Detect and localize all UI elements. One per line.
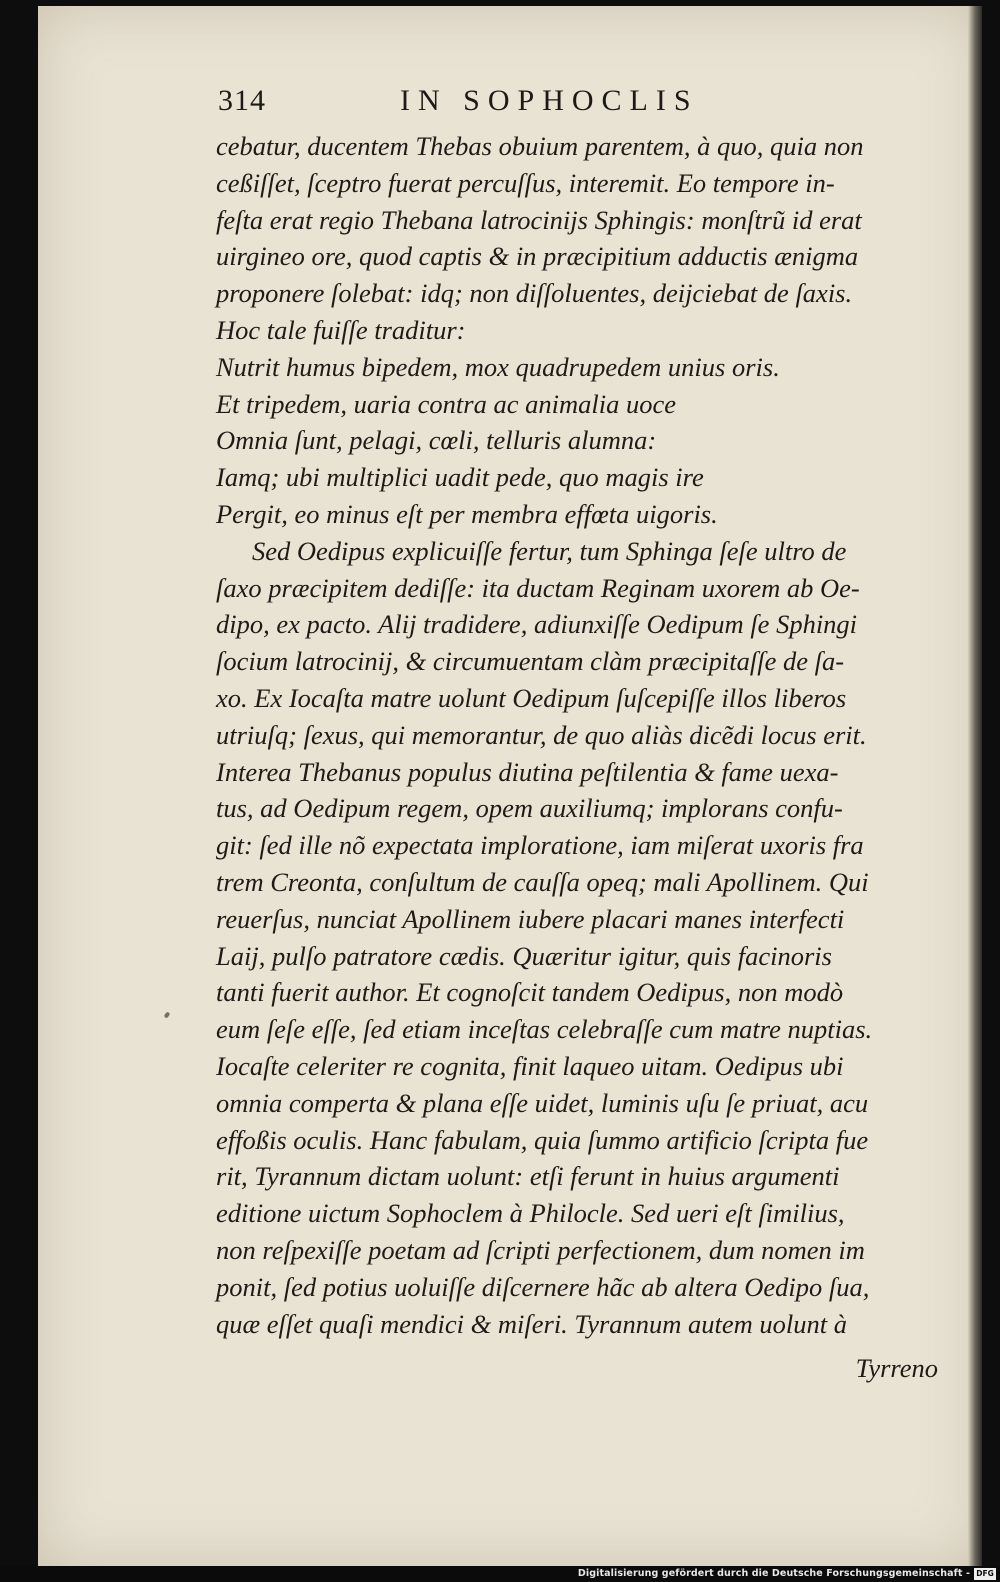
text-line: uirgineo ore, quod captis & in præcipitium adductis ænigma xyxy=(216,241,859,272)
text-line: Interea Thebanus populus diutina peſtilentia & fame uexa- xyxy=(216,756,839,787)
verse-line: Pergit, eo minus eſt per membra effœta uigoris. xyxy=(216,498,718,529)
text-line: git: ſed ille nõ expectata imploratione, iam miſerat uxoris fra xyxy=(216,830,864,861)
body-text xyxy=(216,128,936,1342)
text-line: omnia comperta & plana eſſe uidet, luminis uſu ſe priuat, acu xyxy=(216,1087,869,1118)
running-title: IN SOPHOCLIS xyxy=(400,84,699,117)
catchword: Tyrreno xyxy=(855,1353,938,1383)
text-line: ſaxo præcipitem dediſſe: ita ductam Reginam uxorem ab Oe- xyxy=(216,572,860,603)
text-line: ceßiſſet, ſceptro fuerat percuſſus, interemit. Eo tempore in- xyxy=(216,167,835,198)
page-header xyxy=(218,84,918,124)
text-line: non reſpexiſſe poetam ad ſcripti perfectionem, dum nomen im xyxy=(216,1234,865,1265)
text-line: effoßis oculis. Hanc fabulam, quia ſummo artificio ſcripta fue xyxy=(216,1124,869,1155)
funding-credit: Digitalisierung gefördert durch die Deutsche Forschungsgemeinschaft - xyxy=(577,1568,970,1579)
text-line: editione uictum Sophoclem à Philocle. Sed ueri eſt ſimilius, xyxy=(216,1198,845,1229)
text-line: trem Creonta, conſultum de cauſſa opeq; mali Apollinem. Qui xyxy=(216,866,869,897)
text-line: tus, ad Oedipum regem, opem auxiliumq; implorans confu- xyxy=(216,793,843,824)
text-line: dipo, ex pacto. Alij tradidere, adiunxiſſe Oedipum ſe Sphingi xyxy=(216,609,858,640)
page-number: 314 xyxy=(218,84,266,117)
text-line: Hoc tale fuiſſe traditur: xyxy=(216,314,466,345)
text-line: reuerſus, nunciat Apollinem iubere placari manes interfecti xyxy=(216,903,845,934)
text-line: cebatur, ducentem Thebas obuium parentem, à quo, quia non xyxy=(216,131,864,161)
verse-line: Iamq; ubi multiplici uadit pede, quo magis ire xyxy=(216,462,704,493)
text-line: utriuſq; ſexus, qui memorantur, de quo aliàs dicẽdi locus erit. xyxy=(216,719,867,750)
text-line: quæ eſſet quaſi mendici & miſeri. Tyrannum autem uolunt à xyxy=(216,1308,848,1339)
page-gutter xyxy=(968,6,982,1566)
text-line: tanti fuerit author. Et cognoſcit tandem Oedipus, non modò xyxy=(216,977,844,1008)
digitization-footer xyxy=(0,1566,1000,1582)
verse-line: Et tripedem, uaria contra ac animalia uoce xyxy=(216,388,676,419)
dfg-logo-icon: DFG xyxy=(974,1568,996,1580)
paragraph-start-line: Sed Oedipus explicuiſſe fertur, tum Sphinga ſeſe ultro de xyxy=(252,535,847,566)
text-line: ponit, ſed potius uoluiſſe diſcernere hãc ab altera Oedipo ſua, xyxy=(216,1271,870,1302)
text-line: ſocium latrocinij, & circumuentam clàm præcipitaſſe de ſa- xyxy=(216,646,845,677)
text-line: Iocaſte celeriter re cognita, finit laqueo uitam. Oedipus ubi xyxy=(216,1050,844,1081)
verse-line: Omnia ſunt, pelagi, cœli, telluris alumna: xyxy=(216,425,657,456)
verse-line: Nutrit humus bipedem, mox quadrupedem unius oris. xyxy=(216,351,780,382)
text-line: feſta erat regio Thebana latrocinijs Sphingis: monſtrũ id erat xyxy=(216,204,862,235)
text-line: xo. Ex Iocaſta matre uolunt Oedipum ſuſcepiſſe illos liberos xyxy=(216,682,847,713)
text-line: rit, Tyrannum dictam uolunt: etſi ferunt in huius argumenti xyxy=(216,1161,840,1192)
text-line: proponere ſolebat: idq; non diſſoluentes, deijciebat de ſaxis. xyxy=(216,278,853,309)
text-line: eum ſeſe eſſe, ſed etiam inceſtas celebraſſe cum matre nuptias. xyxy=(216,1014,873,1045)
text-line: Laij, pulſo patratore cædis. Quæritur igitur, quis facinoris xyxy=(216,940,832,971)
